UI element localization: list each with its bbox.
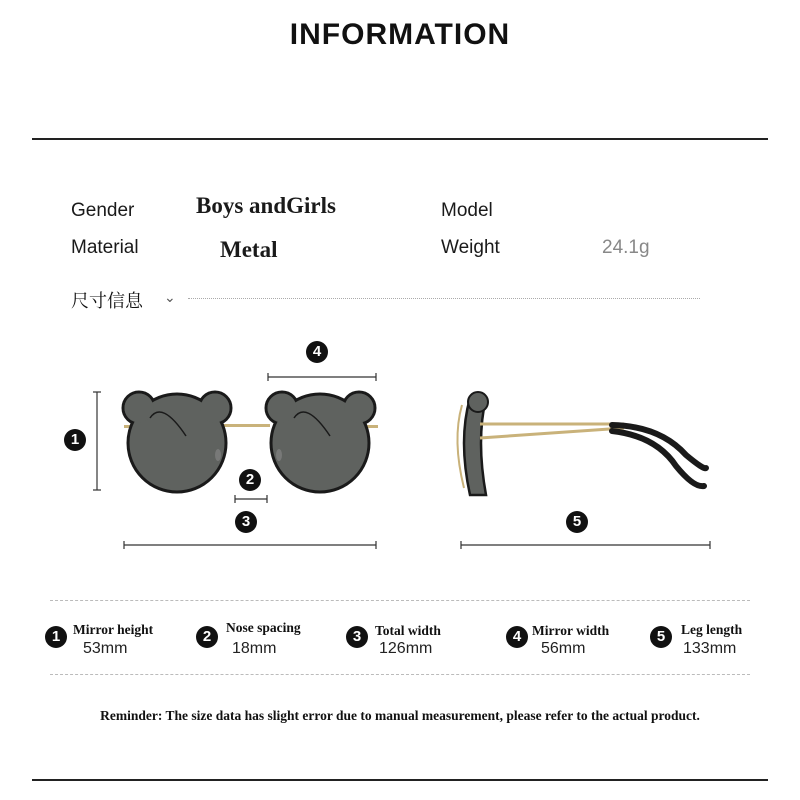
spec-4-value: 56mm (541, 640, 586, 657)
spec-1-name: Mirror height (73, 622, 154, 637)
spec-5-number: 5 (650, 626, 672, 648)
spec-3-value: 126mm (379, 640, 433, 657)
spec-2-value: 18mm (232, 640, 277, 657)
side-temple-lower (480, 428, 624, 438)
spec-top-line (50, 600, 750, 601)
weight-label: Weight (441, 237, 500, 258)
marker-5: 5 (566, 511, 588, 533)
top-divider (32, 138, 768, 140)
page-title: INFORMATION (289, 18, 511, 51)
section-dotted-line (188, 298, 700, 299)
marker-2: 2 (239, 469, 261, 491)
gender-value: Boys andGirls (196, 193, 336, 218)
spec-5-name: Leg length (681, 622, 743, 637)
chevron-down-icon[interactable]: ⌄ (164, 289, 176, 305)
spec-3-number: 3 (346, 626, 368, 648)
marker-4: 4 (306, 341, 328, 363)
spec-3-name: Total width (375, 623, 441, 638)
spec-5-value: 133mm (683, 640, 737, 657)
bottom-divider (32, 779, 768, 781)
right-lens (266, 392, 375, 492)
glasses-diagram (0, 320, 800, 560)
spec-4-number: 4 (506, 626, 528, 648)
model-label: Model (441, 200, 493, 221)
spec-2-number: 2 (196, 626, 218, 648)
left-lens (123, 392, 231, 492)
material-label: Material (71, 237, 139, 258)
spec-4-name: Mirror width (532, 623, 610, 638)
marker-3: 3 (235, 511, 257, 533)
material-value: Metal (220, 237, 278, 262)
spec-2-name: Nose spacing (226, 620, 301, 635)
reminder-text: Reminder: The size data has slight error due to manual measurement, please refer to the actual product. (100, 708, 700, 723)
spec-1-number: 1 (45, 626, 67, 648)
gender-label: Gender (71, 200, 135, 221)
spec-1-value: 53mm (83, 640, 128, 657)
spec-bottom-line (50, 674, 750, 675)
weight-value: 24.1g (602, 237, 650, 258)
marker-1: 1 (64, 429, 86, 451)
size-section-label: 尺寸信息 (71, 291, 143, 311)
